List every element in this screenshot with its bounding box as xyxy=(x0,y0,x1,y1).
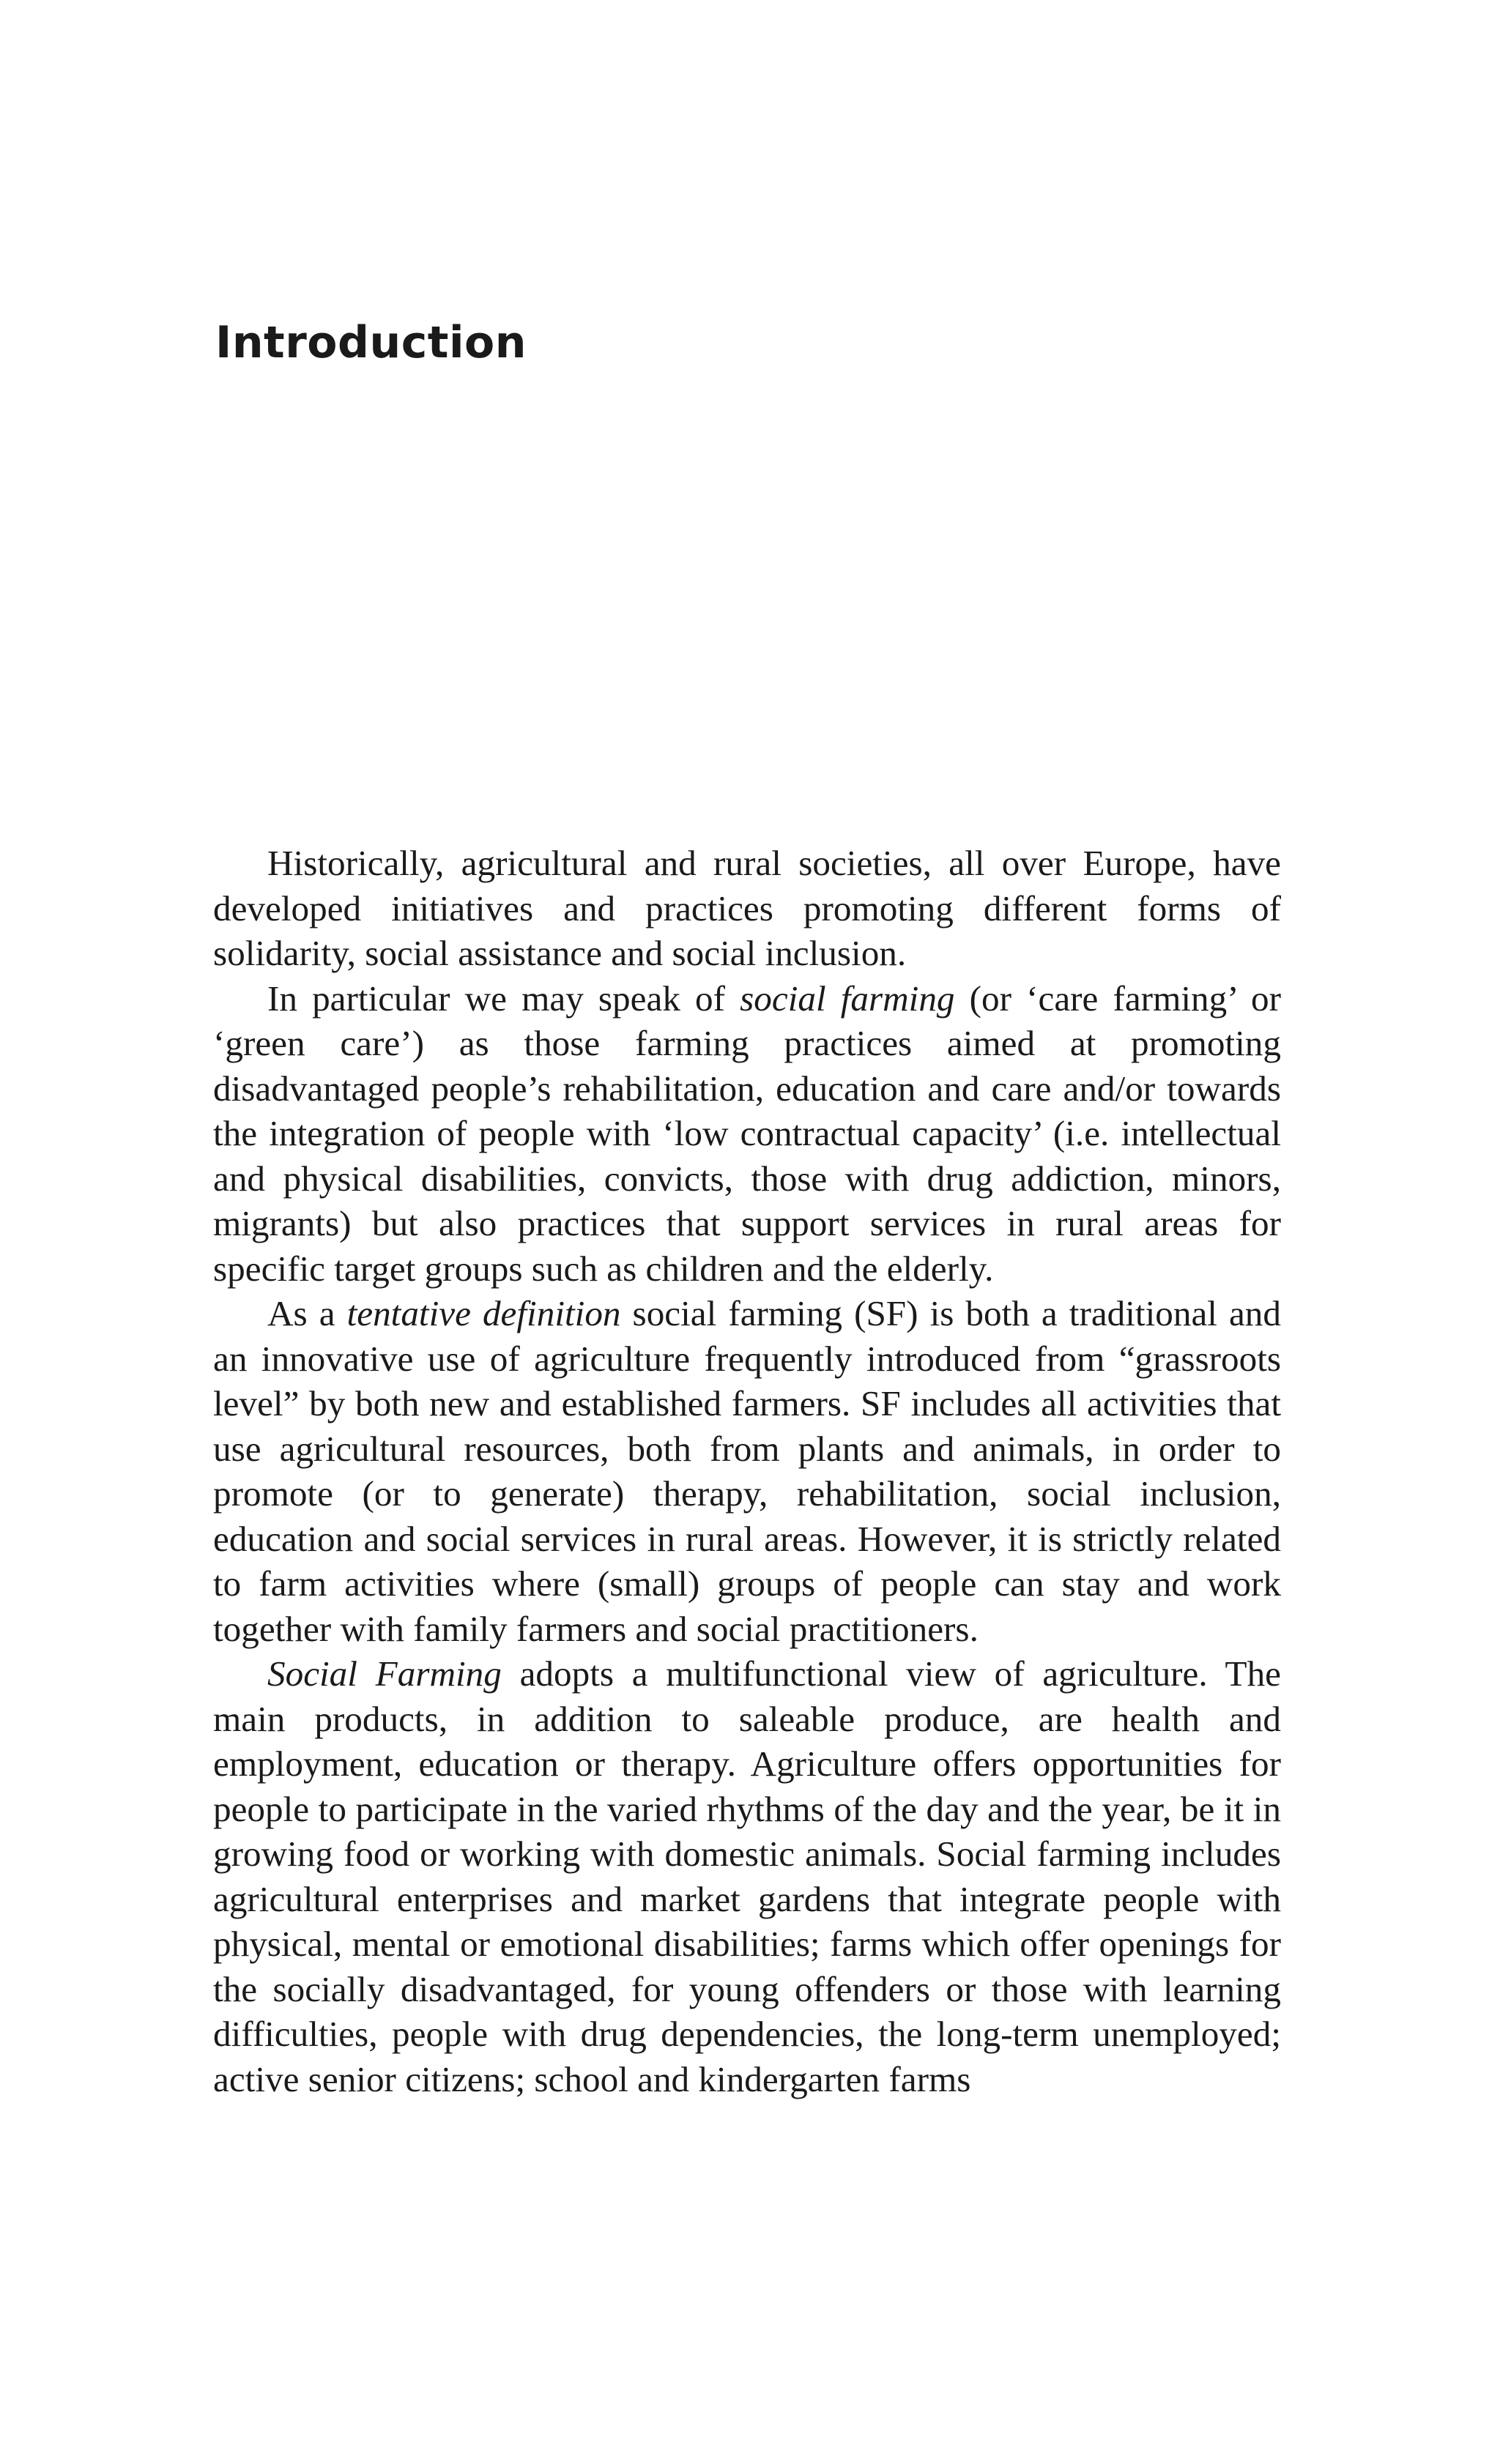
text-run: adopts a multifunctional view of agriculture. The main products, in addition to saleable produce, are health and employment, education or therapy. Agriculture offers opportunities for people to participate in the varied rhythms of the day and the year, be it in growing food or working with domestic animals. Social farming includes agricultural enterprises and market gardens that integrate people with physical, mental or emotional disabilities; farms which offer openings for the socially disadvantaged, for young offenders or those with learning difficulties, people with drug dependencies, the long-term unemployed; active senior citizens; school and kindergarten farms xyxy=(213,1653,1281,2099)
paragraph xyxy=(213,1291,1281,1651)
italic-term: Social Farming xyxy=(267,1653,502,1694)
paragraph xyxy=(213,976,1281,1292)
italic-term: social farming xyxy=(740,978,955,1019)
text-run: (or ‘care farming’ or ‘green care’) as those farming practices aimed at promoting disadvantaged people’s rehabilitation, education and care and/or towards the integration of people with ‘low contractual capacity’ (i.e. intellectual and physical disabilities, convicts, those with drug addiction, minors, migrants) but also practices that support services in rural areas for specific target groups such as children and the elderly. xyxy=(213,978,1281,1289)
paragraph xyxy=(213,841,1281,976)
body-text xyxy=(213,841,1281,2102)
text-run: In particular we may speak of xyxy=(267,978,740,1019)
text-run: social farming (SF) is both a traditional and an innovative use of agriculture frequently introduced from “grassroots level” by both new and established farmers. SF includes all activities that use agricultural resources, both from plants and animals, in order to promote (or to generate) therapy, rehabilitation, social inclusion, education and social services in rural areas. However, it is strictly related to farm activities where (small) groups of people can stay and work together with family farmers and social practitioners. xyxy=(213,1293,1281,1649)
paragraph xyxy=(213,1651,1281,2102)
text-run: As a xyxy=(267,1293,347,1333)
chapter-title: Introduction xyxy=(215,317,527,368)
italic-term: tentative definition xyxy=(346,1293,621,1333)
text-run: Historically, agricultural and rural societies, all over Europe, have developed initiatives and practices promoting different forms of solidarity, social assistance and social inclusion. xyxy=(213,843,1281,973)
